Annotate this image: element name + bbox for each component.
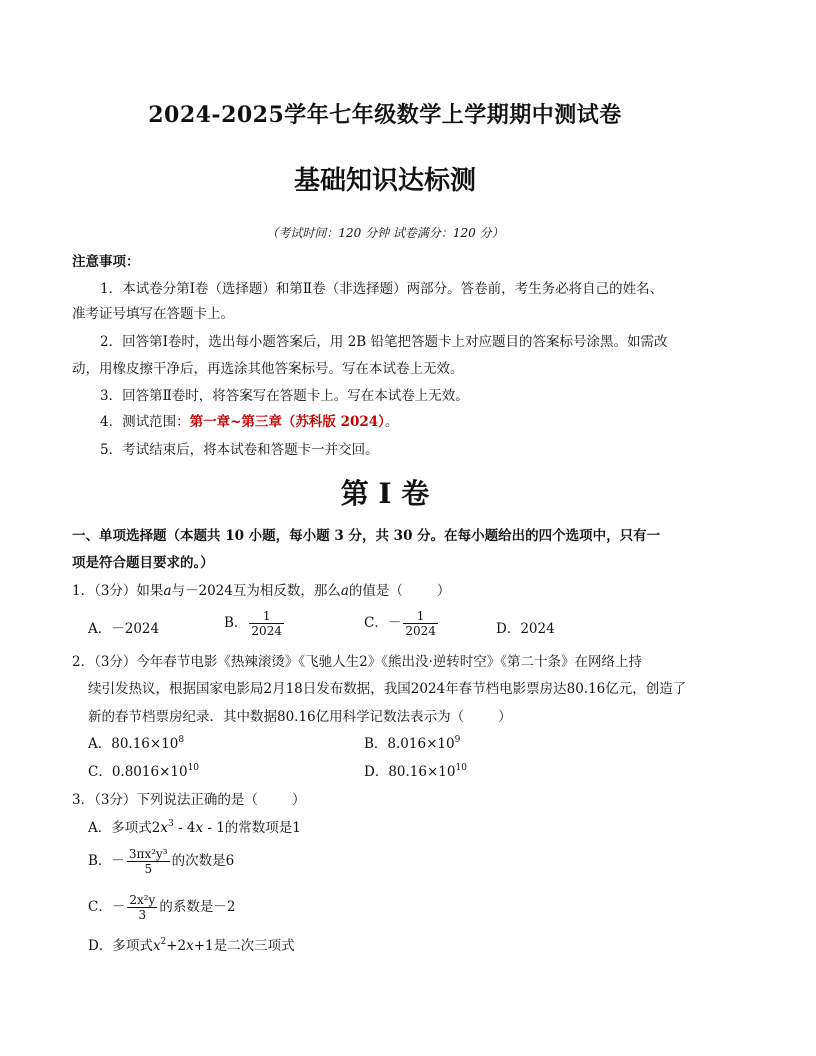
fraction-denominator: 5 bbox=[144, 862, 153, 876]
q1-option-b-label: B． bbox=[224, 615, 248, 631]
q1-answer-paren-close: ） bbox=[436, 583, 451, 599]
fraction-numerator: 3πx²y³ bbox=[128, 847, 168, 861]
q3-answer-paren-close: ） bbox=[291, 792, 306, 808]
note-4-test-range: 第一章~第三章（苏科版 2024） bbox=[189, 414, 385, 430]
notes-heading: 注意事项： bbox=[72, 254, 140, 270]
q2-option-c-base: C．0.8016×10 bbox=[88, 764, 188, 780]
note-4-prefix: 4．测试范围： bbox=[100, 414, 190, 430]
q2-answer-paren-close: ） bbox=[498, 709, 512, 725]
q3-option-c bbox=[88, 893, 235, 922]
q3-stem-text: 3．（3分）下列说法正确的是（ bbox=[72, 792, 258, 808]
q2-option-b-base: B．8.016×10 bbox=[364, 736, 455, 752]
q3-option-b bbox=[88, 847, 234, 876]
q3-option-b-tail: 的次数是6 bbox=[171, 853, 235, 869]
q3-variable: x bbox=[152, 938, 161, 954]
q3-option-c-label: C．－ bbox=[88, 899, 126, 915]
note-2-line-1: 2．回答第Ⅰ卷时，选出每小题答案后，用 2B 铅笔把答题卡上对应题目的答案标号涂黑。如需改 bbox=[100, 334, 668, 350]
q1-variable: a bbox=[163, 583, 172, 599]
q1-option-c-fraction bbox=[403, 609, 438, 638]
question-2-line-2: 续引发热议，根据国家电影局2月18日发布数据，我国2024年春节档电影票房达80.16亿元，创造了 bbox=[88, 681, 687, 697]
section-1-line-2: 项是符合题目要求的。） bbox=[72, 555, 214, 571]
note-3: 3．回答第Ⅱ卷时，将答案写在答题卡上。写在本试卷上无效。 bbox=[100, 388, 469, 404]
q2-option-c bbox=[88, 762, 199, 782]
question-2-line-1: 2．（3分）今年春节电影《热辣滚烫》《飞驰人生2》《熊出没·逆转时空》《第二十条》在网络上持 bbox=[72, 654, 643, 670]
q3-option-b-label: B．－ bbox=[88, 853, 125, 869]
q3-option-d-exponent: 2 bbox=[160, 937, 167, 947]
question-3-stem bbox=[72, 790, 305, 810]
q2-option-a bbox=[88, 734, 184, 754]
fraction-denominator: 3 bbox=[138, 908, 147, 922]
fraction-numerator: 1 bbox=[249, 609, 284, 624]
q2-option-c-exponent: 10 bbox=[187, 763, 200, 773]
q3-option-c-fraction bbox=[127, 893, 157, 922]
note-2-line-2: 动，用橡皮擦干净后，再选涂其他答案标号。写在本试卷上无效。 bbox=[72, 361, 464, 377]
fraction-numerator: 1 bbox=[403, 609, 438, 624]
q1-stem-part-1: 1．（3分）如果 bbox=[72, 583, 164, 599]
q1-option-c bbox=[364, 609, 440, 638]
note-4-suffix: 。 bbox=[384, 414, 399, 430]
q3-option-a-part-2: - 4 bbox=[173, 820, 196, 836]
q2-option-b bbox=[364, 734, 460, 754]
exam-time-info: （考试时间：120 分钟 试卷满分：120 分） bbox=[266, 226, 504, 240]
exam-title: 2024-2025学年七年级数学上学期期中测试卷 bbox=[148, 102, 622, 128]
q3-option-d-part-3: +1是二次三项式 bbox=[193, 938, 295, 954]
q3-option-a-part-3: - 1的常数项是1 bbox=[203, 820, 301, 836]
q1-variable: a bbox=[340, 583, 349, 599]
q1-option-b-fraction bbox=[249, 609, 284, 638]
q2-option-d-base: D．80.16×10 bbox=[364, 764, 456, 780]
question-1-stem bbox=[72, 581, 450, 601]
q2-option-a-base: A．80.16×10 bbox=[88, 736, 179, 752]
q3-option-a-exponent: 3 bbox=[167, 819, 174, 829]
q2-option-d-exponent: 10 bbox=[455, 763, 467, 773]
note-5: 5．考试结束后，将本试卷和答题卡一并交回。 bbox=[100, 442, 379, 458]
q3-option-a bbox=[88, 818, 301, 838]
q1-stem-part-3: 的值是（ bbox=[348, 583, 403, 599]
fraction-denominator: 2024 bbox=[405, 624, 436, 638]
q3-option-c-tail: 的系数是－2 bbox=[159, 899, 236, 915]
q3-option-b-fraction bbox=[127, 847, 170, 876]
fraction-numerator: 2x²y bbox=[129, 893, 156, 907]
q1-option-b bbox=[224, 609, 286, 638]
fraction-denominator: 2024 bbox=[251, 624, 282, 638]
question-2-line-3 bbox=[88, 707, 512, 727]
q1-stem-part-2: 与－2024互为相反数，那么 bbox=[171, 583, 341, 599]
q3-variable: x bbox=[186, 938, 194, 954]
q2-option-d bbox=[364, 762, 467, 782]
q3-option-d bbox=[88, 936, 295, 956]
q3-option-d-part-2: +2 bbox=[166, 938, 187, 954]
q3-variable: x bbox=[195, 820, 204, 836]
q3-option-a-part-1: A．多项式2 bbox=[88, 820, 161, 836]
q2-option-a-exponent: 8 bbox=[178, 735, 185, 745]
note-1-line-2: 准考证号填写在答题卡上。 bbox=[72, 306, 234, 322]
section-1-line-1: 一、单项选择题（本题共 10 小题，每小题 3 分，共 30 分。在每小题给出的四个选项中，只有一 bbox=[72, 528, 661, 544]
q2-option-b-exponent: 9 bbox=[454, 735, 461, 745]
exam-subtitle: 基础知识达标测 bbox=[293, 166, 476, 196]
q1-option-c-label: C．－ bbox=[364, 615, 402, 631]
volume-title: 第 I 卷 bbox=[340, 477, 430, 510]
note-4 bbox=[100, 412, 398, 432]
q3-variable: x bbox=[160, 820, 168, 836]
note-1-line-1: 1．本试卷分第Ⅰ卷（选择题）和第Ⅱ卷（非选择题）两部分。答卷前，考生务必将自己的姓名、 bbox=[100, 281, 664, 297]
q1-option-a: A．－2024 bbox=[88, 621, 160, 637]
q1-option-d: D．2024 bbox=[496, 621, 555, 637]
q3-option-d-part-1: D．多项式 bbox=[88, 938, 153, 954]
q2-stem-text: 新的春节档票房纪录．其中数据80.16亿用科学记数法表示为（ bbox=[88, 709, 465, 725]
